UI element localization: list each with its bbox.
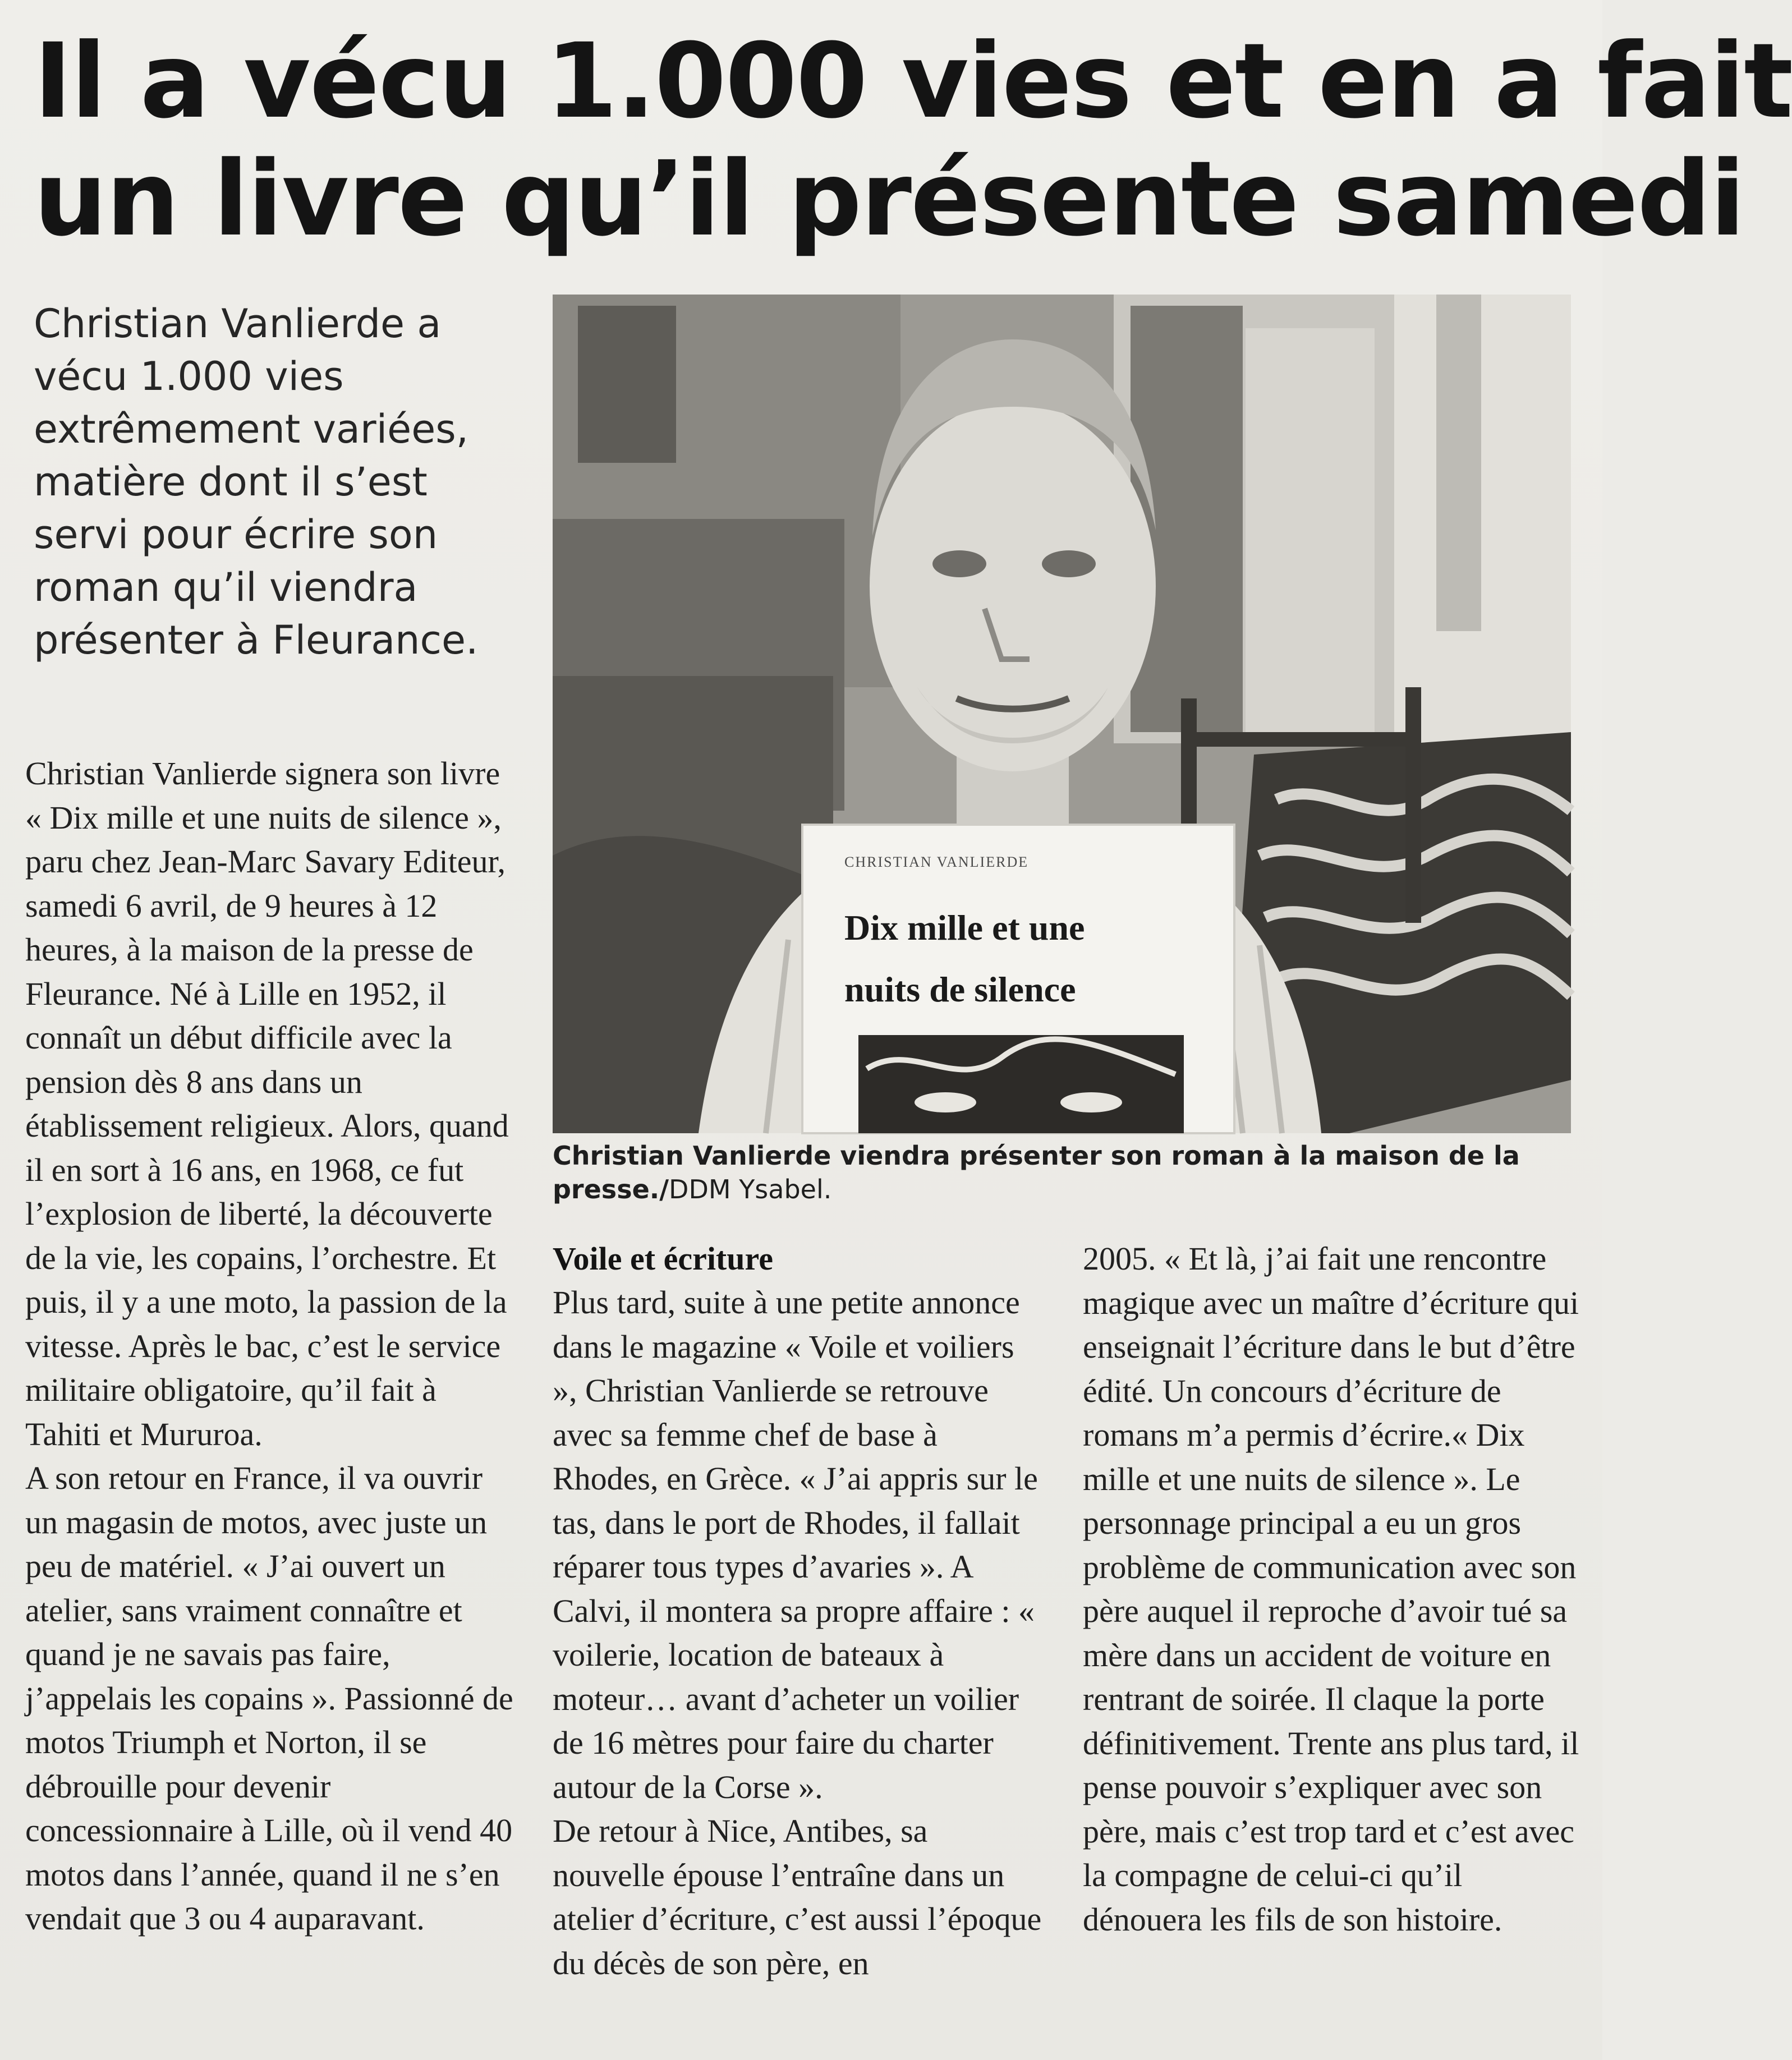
photo-credit: DDM Ysabel. <box>669 1174 832 1204</box>
article-column-2 <box>553 1237 1046 1985</box>
column-1-paragraph-1: Christian Vanlierde signera son livre « Dix mille et une nuits de silence », paru chez Jean-Marc Savary Editeur, samedi 6 avril, de 9 heures à 12 heures, à la maison de la presse de Fleurance. Né à Lille en 1952, il connaît un début difficile avec la pension dès 8 ans dans un établissement religieux. Alors, quand il en sort à 16 ans, en 1968, ce fut l’explosion de liberté, la découverte de la vie, les copains, l’orchestre. Et puis, il y a une moto, la passion de la vitesse. Après le bac, c’est le service militaire obligatoire, qu’il fait à Tahiti et Mururoa. <box>25 755 509 1452</box>
book-author-text: CHRISTIAN VANLIERDE <box>844 854 1029 870</box>
headline-line-2: un livre qu’il présente samedi <box>34 139 1744 259</box>
caption-text: Christian Vanlierde viendra présenter son roman à la maison de la presse./ <box>553 1141 1520 1204</box>
article-column-3 <box>1083 1237 1579 1942</box>
photo-caption <box>553 1139 1571 1206</box>
column-1-paragraph-2: A son retour en France, il va ouvrir un magasin de motos, avec juste un peu de matériel. « J’ai ouvert un atelier, sans vraiment connaître et quand je ne savais pas faire, j’appelais les copains ». Passionné de motos Triumph et Norton, il se débrouille pour devenir concessionnaire à Lille, où il vend 40 motos dans l’année, quand il ne s’en vendait que 3 ou 4 auparavant. <box>25 1460 513 1937</box>
section-subheading: Voile et écriture <box>553 1240 773 1277</box>
book-title-line-2: nuits de silence <box>844 969 1076 1009</box>
book-title-line-1: Dix mille et une <box>844 908 1085 948</box>
column-3-paragraph-1: 2005. « Et là, j’ai fait une rencontre magique avec un maître d’écriture qui enseignait l’écriture dans le but d’être édité. Un concours d’écriture de romans m’a permis d’écrire.« Dix mille et une nuits de silence ». Le personnage principal a eu un gros problème de communication avec son père auquel il reproche d’avoir tué sa mère dans un accident de voiture en rentrant de soirée. Il claque la porte définitivement. Trente ans plus tard, il pense pouvoir s’expliquer avec son père, mais c’est trop tard et c’est avec la compagne de celui-ci qu’il dénouera les fils de son histoire. <box>1083 1240 1579 1938</box>
column-2-paragraph-2: De retour à Nice, Antibes, sa nouvelle épouse l’entraîne dans un atelier d’écriture, c’est aussi l’époque du décès de son père, en <box>553 1813 1042 1981</box>
article-photo <box>553 295 1571 1133</box>
article-column-1 <box>25 752 519 1941</box>
book-cover-illustration <box>858 1035 1184 1133</box>
column-2-paragraph-1: Plus tard, suite à une petite annonce dans le magazine « Voile et voiliers », Christian Vanlierde se retrouve avec sa femme chef de base à Rhodes, en Grèce. « J’ai appris sur le tas, dans le port de Rhodes, il fallait réparer tous types d’avaries ». A Calvi, il montera sa propre affaire : « voilerie, location de bateaux à moteur… avant d’acheter un voilier de 16 mètres pour faire du charter autour de la Corse ». <box>553 1284 1038 1805</box>
intro-paragraph: Christian Vanlierde a vécu 1.000 vies extrêmement variées, matière dont il s’est servi pour écrire son roman qu’il viendra présenter à Fleurance. <box>34 301 479 663</box>
portrait-photo <box>553 295 1571 1133</box>
headline <box>34 21 1792 259</box>
headline-line-1: Il a vécu 1.000 vies et en a fait <box>34 21 1792 141</box>
